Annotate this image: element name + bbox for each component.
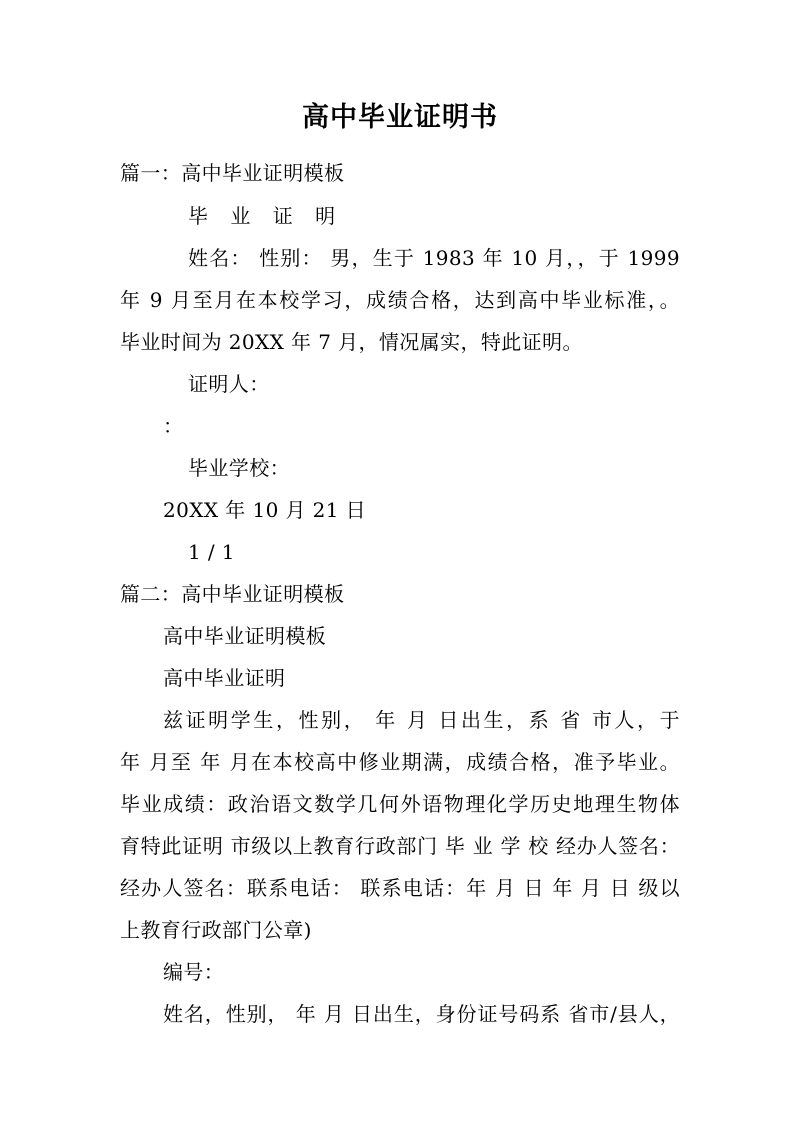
school-label: 毕业学校：	[188, 456, 290, 480]
paragraph-line: 年 月至 年 月在本校高中修业期满，成绩合格，准予毕业。	[120, 750, 680, 774]
paragraph-line: 毕业时间为 20XX 年 7 月，情况属实，特此证明。	[120, 330, 583, 354]
section-heading-2: 篇二：高中毕业证明模板	[120, 582, 345, 606]
paragraph-line: 姓名，性别， 年 月 日出生，身份证号码系 省市/县人，	[163, 1002, 680, 1026]
serial-number-label: 编号：	[163, 960, 225, 984]
colon-line: ：	[163, 414, 184, 438]
cert-heading: 毕 业 证 明	[188, 204, 344, 228]
paragraph-line: 育特此证明 市级以上教育行政部门 毕 业 学 校 经办人签名：	[120, 834, 680, 858]
subheading: 高中毕业证明	[163, 666, 286, 690]
paragraph-line: 毕业成绩：政治语文数学几何外语物理化学历史地理生物体	[120, 792, 680, 816]
document-title: 高中毕业证明书	[302, 102, 498, 133]
paragraph-line: 姓名： 性别： 男，生于 1983 年 10 月，，于 1999	[188, 246, 680, 270]
section-heading-1: 篇一：高中毕业证明模板	[120, 161, 345, 185]
page-number: 1 / 1	[188, 540, 235, 564]
paragraph-line: 兹证明学生，性别， 年 月 日出生，系 省 市人，于	[163, 708, 680, 732]
subheading: 高中毕业证明模板	[163, 624, 327, 648]
paragraph-line: 上教育行政部门公章)	[120, 918, 312, 942]
date-line: 20XX 年 10 月 21 日	[163, 498, 367, 522]
paragraph-line: 经办人签名：联系电话： 联系电话：年 月 日 年 月 日 级以	[120, 876, 680, 900]
certifier-label: 证明人：	[188, 372, 270, 396]
paragraph-line: 年 9 月至月在本校学习，成绩合格，达到高中毕业标准，。	[120, 288, 680, 312]
